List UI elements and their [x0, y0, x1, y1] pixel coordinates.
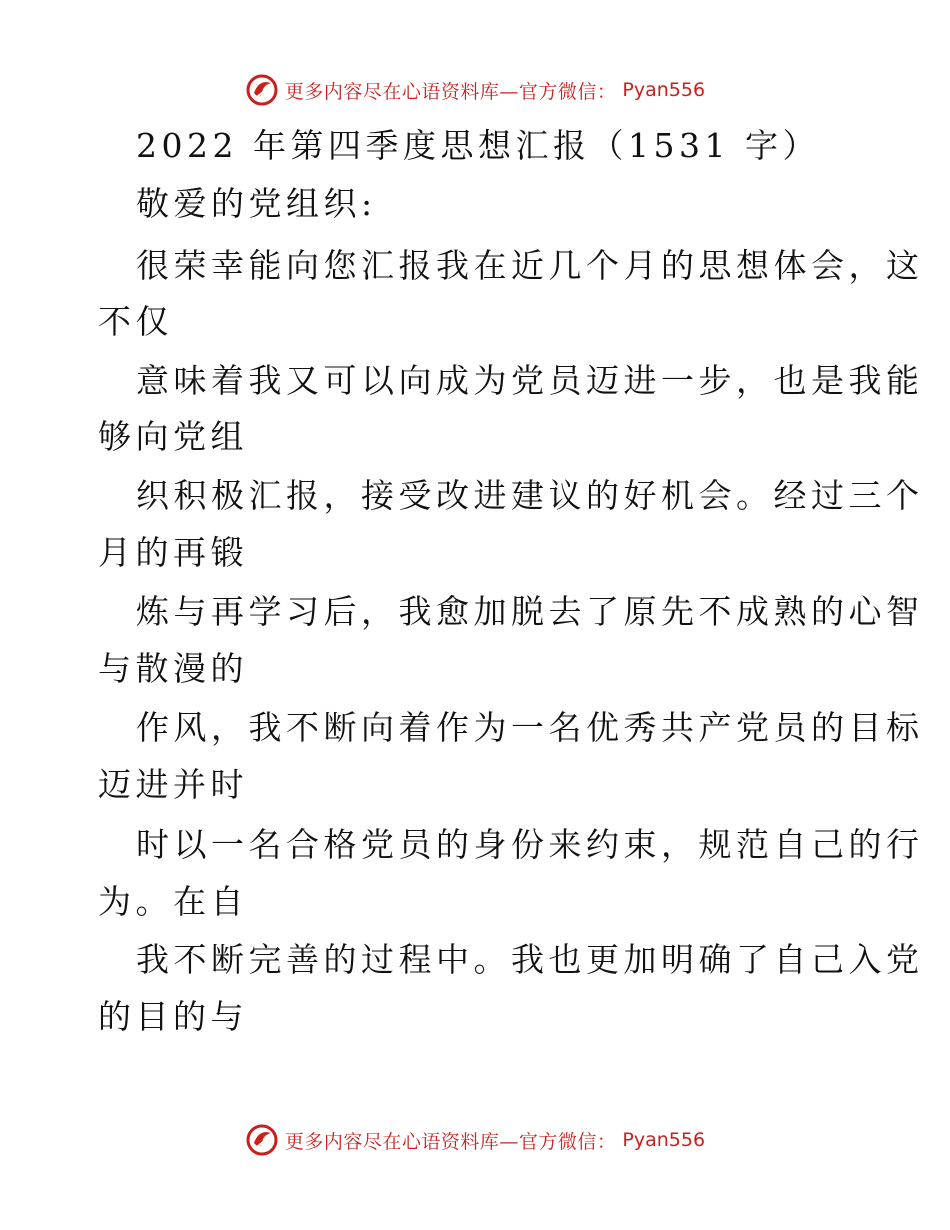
- body-line: 意味着我又可以向成为党员迈进一步，也是我能: [136, 361, 924, 400]
- swirl-logo-icon: [245, 1123, 279, 1157]
- body-line: 与散漫的: [98, 649, 248, 688]
- body-line: 为。在自: [98, 882, 248, 921]
- body-line: 迈进并时: [98, 765, 248, 804]
- body-line: 织积极汇报，接受改进建议的好机会。经过三个: [136, 476, 924, 515]
- body-line: 够向党组: [98, 417, 248, 456]
- body-line: 炼与再学习后，我愈加脱去了原先不成熟的心智: [136, 592, 924, 631]
- body-line: 我不断完善的过程中。我也更加明确了自己入党: [136, 940, 924, 979]
- banner-wechat-id: Pyan556: [622, 79, 706, 101]
- banner-wechat-id: Pyan556: [622, 1129, 706, 1151]
- footer-banner: [0, 1120, 950, 1160]
- document-title: 2022 年第四季度思想汇报（1531 字）: [136, 126, 820, 165]
- banner-text: 更多内容尽在心语资料库—官方微信：: [284, 80, 617, 103]
- body-line: 月的再锻: [98, 533, 248, 572]
- banner-text: 更多内容尽在心语资料库—官方微信：: [284, 1130, 617, 1153]
- body-line: 的目的与: [98, 997, 248, 1036]
- body-line: 很荣幸能向您汇报我在近几个月的思想体会，这: [136, 246, 924, 285]
- header-banner: [0, 70, 950, 110]
- body-line: 时以一名合格党员的身份来约束，规范自己的行: [136, 825, 924, 864]
- body-line: 作风，我不断向着作为一名优秀共产党员的目标: [136, 708, 924, 747]
- swirl-logo-icon: [245, 73, 279, 107]
- greeting: 敬爱的党组织:: [136, 184, 377, 223]
- body-line: 不仅: [98, 302, 173, 341]
